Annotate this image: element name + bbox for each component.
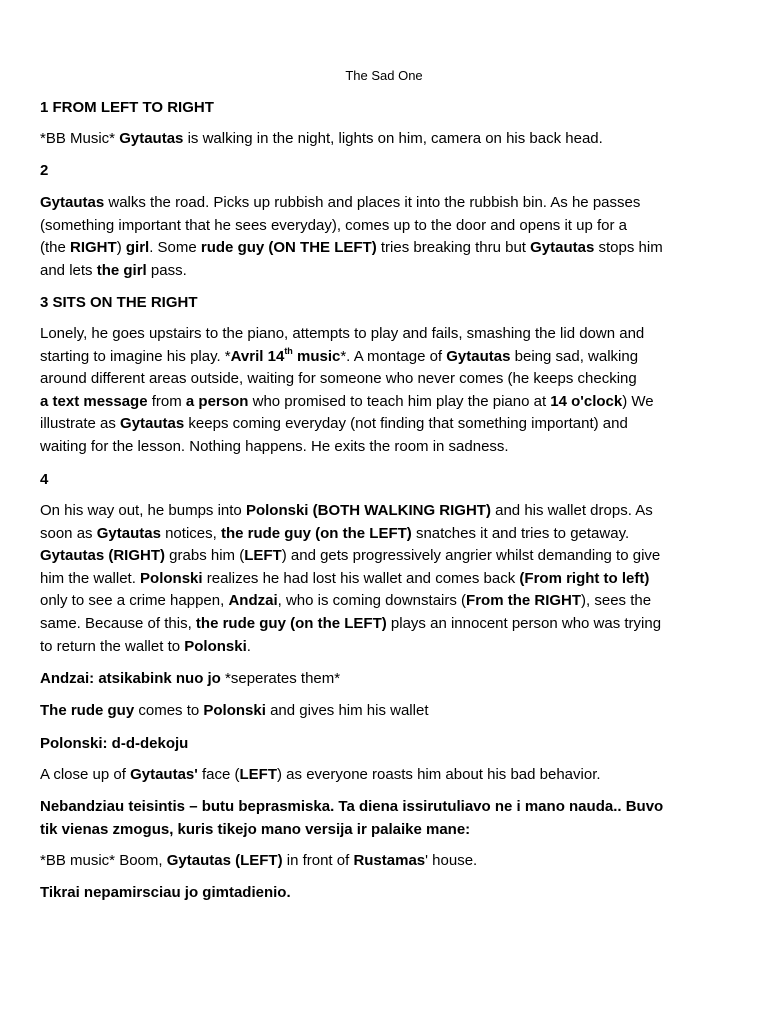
paragraph-9 bbox=[40, 796, 716, 841]
text-run: waiting for the lesson. Nothing happens. He exits the room in sadness. bbox=[40, 437, 509, 455]
text-run: Lonely, he goes upstairs to the piano, attempts to play and fails, smashing the lid down and bbox=[40, 325, 645, 342]
text-line bbox=[40, 850, 716, 873]
heading-text: 1 FROM LEFT TO RIGHT bbox=[40, 99, 214, 116]
document-title: The Sad One bbox=[345, 68, 423, 83]
text-run: ) and gets progressively angrier whilst demanding to give bbox=[281, 547, 661, 565]
text-run: . Some bbox=[149, 239, 201, 257]
bold-run: (From right to left) bbox=[519, 569, 650, 587]
text-line bbox=[40, 215, 716, 238]
paragraph-1 bbox=[40, 128, 716, 151]
text-run: *seperates them* bbox=[220, 670, 341, 687]
text-run: stops him bbox=[594, 239, 663, 257]
bold-run: Rustamas bbox=[353, 852, 426, 869]
paragraph-11 bbox=[40, 882, 716, 905]
text-line bbox=[40, 128, 716, 151]
text-run: being sad, walking bbox=[510, 347, 639, 365]
text-run: . bbox=[246, 637, 251, 655]
text-run: , who is coming downstairs ( bbox=[277, 592, 467, 610]
section-heading-3 bbox=[40, 292, 716, 315]
paragraph-3 bbox=[40, 323, 716, 459]
text-line bbox=[40, 545, 716, 568]
section-heading-2 bbox=[40, 160, 716, 183]
text-run: music bbox=[292, 347, 341, 365]
bold-run: Nebandziau teisintis – butu beprasmiska. Ta diena issirutuliavo ne i mano nauda.. Buvo bbox=[40, 798, 664, 815]
paragraph-5 bbox=[40, 668, 716, 691]
bold-run: the rude guy (on the LEFT) bbox=[195, 614, 387, 632]
text-run: only to see a crime happen, bbox=[40, 592, 229, 610]
text-run: *. A montage of bbox=[340, 347, 447, 365]
text-run: starting to imagine his play. * bbox=[40, 347, 231, 365]
text-run: Avril 14 bbox=[230, 347, 285, 365]
text-run: comes to bbox=[134, 702, 204, 719]
bold-run: Polonski (BOTH WALKING RIGHT) bbox=[245, 502, 491, 519]
text-run: face ( bbox=[197, 766, 240, 783]
text-line bbox=[40, 368, 716, 391]
text-line bbox=[40, 523, 716, 546]
text-run: notices, bbox=[160, 524, 221, 542]
bold-run: The rude guy bbox=[40, 702, 135, 719]
bold-run: Gytautas bbox=[446, 347, 511, 365]
bold-run: Gytautas (RIGHT) bbox=[40, 547, 166, 565]
bold-run: LEFT bbox=[239, 766, 278, 783]
text-line bbox=[40, 413, 716, 436]
bold-run: tik vienas zmogus, kuris tikejo mano versija ir palaike mane: bbox=[40, 820, 471, 838]
text-run: snatches it and tries to getaway. bbox=[411, 524, 630, 542]
bold-run: Gytautas bbox=[120, 415, 185, 433]
text-line bbox=[40, 590, 716, 613]
text-run: (the bbox=[40, 239, 71, 257]
text-run: tries breaking thru but bbox=[376, 239, 531, 257]
bold-run: Polonski bbox=[184, 637, 247, 655]
section-heading-1 bbox=[40, 97, 716, 120]
text-run: in front of bbox=[282, 852, 354, 869]
bold-run: Andzai bbox=[228, 592, 278, 610]
bold-run: Polonski bbox=[140, 569, 203, 587]
text-run: walks the road. Picks up rubbish and places it into the rubbish bin. As he passes bbox=[104, 194, 641, 211]
text-run: grabs him ( bbox=[165, 547, 245, 565]
text-run: *BB Music* bbox=[40, 130, 120, 147]
text-line bbox=[40, 882, 716, 905]
text-run: illustrate as bbox=[40, 415, 121, 433]
text-line bbox=[40, 391, 716, 414]
text-run: him the wallet. bbox=[40, 569, 141, 587]
bold-run: Tikrai nepamirsciau jo gimtadienio. bbox=[40, 884, 291, 901]
text-line bbox=[40, 613, 716, 636]
paragraph-6 bbox=[40, 700, 716, 723]
text-run: to return the wallet to bbox=[40, 637, 185, 655]
text-line bbox=[40, 323, 716, 346]
text-run: ), sees the bbox=[581, 592, 652, 610]
bold-run: Andzai: atsikabink nuo jo bbox=[40, 670, 221, 687]
bold-run: a text message bbox=[40, 392, 148, 410]
text-line bbox=[40, 733, 716, 756]
paragraph-10 bbox=[40, 850, 716, 873]
bold-run: Gytautas' bbox=[130, 766, 198, 783]
bold-run: girl bbox=[125, 239, 150, 257]
text-run: from bbox=[147, 392, 186, 410]
text-line bbox=[40, 700, 716, 723]
bold-run: Gytautas bbox=[119, 130, 184, 147]
bold-run: RIGHT bbox=[70, 239, 117, 257]
bold-run: Polonski: d-d-dekoju bbox=[40, 735, 189, 752]
superscript: th bbox=[284, 345, 293, 356]
bold-run: LEFT bbox=[244, 547, 282, 565]
text-run: and gives him his wallet bbox=[265, 702, 429, 719]
text-run: (something important that he sees everyday), comes up to the door and opens it up for a bbox=[40, 216, 627, 234]
section-heading-4 bbox=[40, 469, 716, 492]
text-run: ) bbox=[116, 239, 126, 257]
text-run: pass. bbox=[146, 261, 187, 279]
text-run: and his wallet drops. As bbox=[490, 502, 653, 519]
bold-run: 14 o'clock bbox=[550, 392, 623, 410]
bold-run: Gytautas (LEFT) bbox=[166, 852, 283, 869]
paragraph-7 bbox=[40, 733, 716, 756]
bold-run: Gytautas bbox=[96, 524, 161, 542]
text-run: around different areas outside, waiting for someone who never comes (he keeps checking bbox=[40, 370, 637, 388]
paragraph-4 bbox=[40, 500, 716, 658]
text-line bbox=[40, 819, 716, 842]
text-run: plays an innocent person who was trying bbox=[386, 614, 662, 632]
text-run: is walking in the night, lights on him, camera on his back head. bbox=[183, 130, 603, 147]
text-run: who promised to teach him play the piano at bbox=[248, 392, 551, 410]
text-line bbox=[40, 668, 716, 691]
text-line bbox=[40, 796, 716, 819]
text-run: keeps coming everyday (not finding that something important) and bbox=[184, 415, 628, 433]
bold-run: Gytautas bbox=[40, 194, 105, 211]
bold-run: rude guy (ON THE LEFT) bbox=[200, 239, 377, 257]
text-line bbox=[40, 237, 716, 260]
bold-run: a person bbox=[185, 392, 249, 410]
text-run: *BB music* Boom, bbox=[40, 852, 167, 869]
paragraph-8 bbox=[40, 764, 716, 787]
text-run: ) We bbox=[622, 392, 654, 410]
text-line bbox=[40, 260, 716, 283]
text-run: ' house. bbox=[425, 852, 478, 869]
text-run: On his way out, he bumps into bbox=[40, 502, 246, 519]
heading-text: 3 SITS ON THE RIGHT bbox=[40, 294, 198, 311]
text-line bbox=[40, 346, 716, 369]
text-line bbox=[40, 192, 716, 215]
heading-text: 4 bbox=[40, 471, 49, 488]
paragraph-2 bbox=[40, 192, 716, 282]
text-run: A close up of bbox=[40, 766, 131, 783]
bold-run: Polonski bbox=[203, 702, 266, 719]
text-line bbox=[40, 568, 716, 591]
text-line bbox=[40, 500, 716, 523]
text-run: ) as everyone roasts him about his bad behavior. bbox=[277, 766, 601, 783]
bold-run: the girl bbox=[96, 261, 147, 279]
bold-run: From the RIGHT bbox=[466, 592, 582, 610]
text-run: realizes he had lost his wallet and comes back bbox=[202, 569, 520, 587]
bold-run: Gytautas bbox=[530, 239, 595, 257]
heading-text: 2 bbox=[40, 162, 49, 179]
text-line bbox=[40, 636, 716, 659]
text-run: same. Because of this, bbox=[40, 614, 196, 632]
text-run: soon as bbox=[40, 524, 97, 542]
bold-run bbox=[230, 345, 341, 365]
text-line bbox=[40, 764, 716, 787]
text-run: and lets bbox=[40, 261, 97, 279]
bold-run: the rude guy (on the LEFT) bbox=[220, 524, 412, 542]
text-line bbox=[40, 436, 716, 459]
